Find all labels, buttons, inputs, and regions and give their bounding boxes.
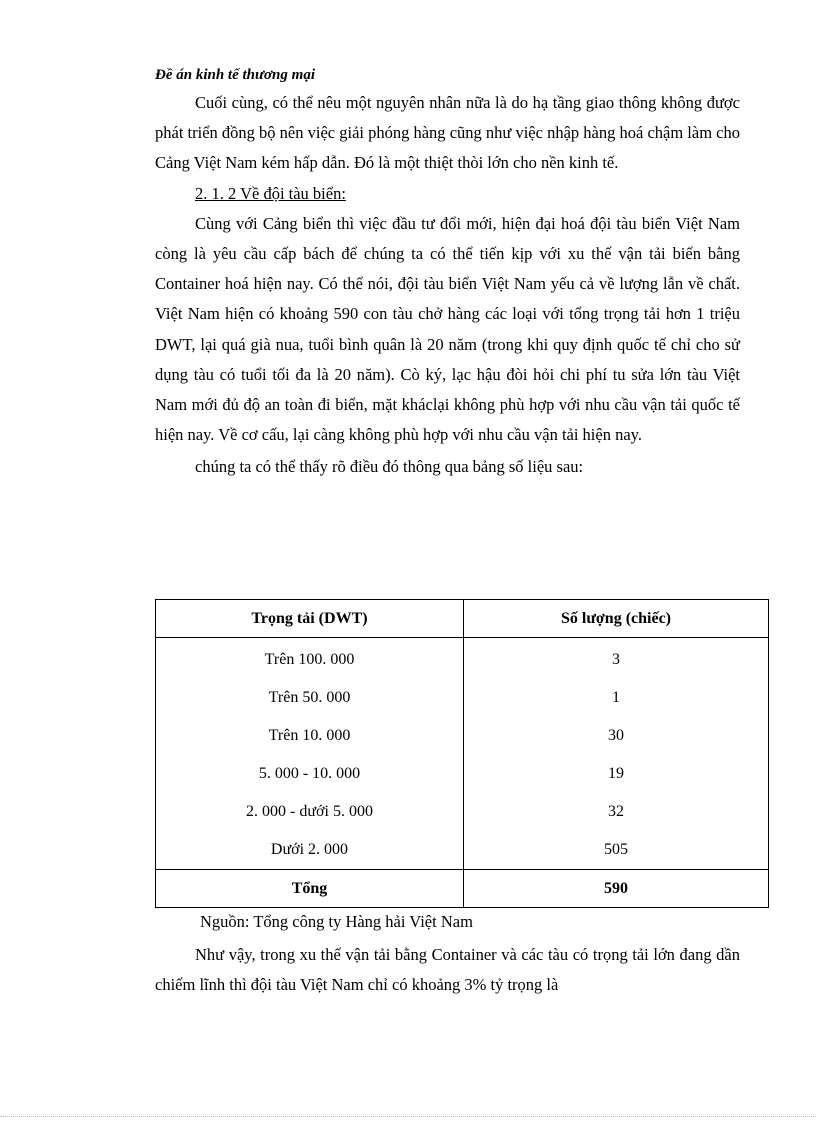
closing-block	[155, 940, 740, 1000]
table-row	[156, 717, 769, 755]
table-row	[156, 638, 769, 680]
fleet-table	[155, 599, 769, 908]
table-row	[156, 755, 769, 793]
table-row	[156, 831, 769, 870]
table-header-row	[156, 600, 769, 638]
cell-quantity: 30	[464, 717, 769, 755]
cell-quantity: 1	[464, 679, 769, 717]
cell-tonnage: 2. 000 - dưới 5. 000	[156, 793, 464, 831]
table-row	[156, 793, 769, 831]
total-label: Tổng	[156, 870, 464, 908]
paragraph-infrastructure: Cuối cùng, có thể nêu một nguyên nhân nữa là do hạ tầng giao thông không được phát triển đồng bộ nên việc giải phóng hàng cũng như việc nhập hàng hoá chậm làm cho Cảng Việt Nam kém hấp dẫn. Đó là một thiệt thòi lớn cho nền kinh tế.	[155, 93, 740, 173]
total-value: 590	[464, 870, 769, 908]
page-header: Đề án kinh tế thương mại	[155, 67, 315, 83]
cell-tonnage: 5. 000 - 10. 000	[156, 755, 464, 793]
table-row	[156, 679, 769, 717]
cell-quantity: 19	[464, 755, 769, 793]
page-bottom-divider	[0, 1116, 816, 1117]
document-page	[155, 62, 740, 482]
cell-tonnage: Dưới 2. 000	[156, 831, 464, 870]
header-tonnage: Trọng tải (DWT)	[156, 600, 464, 638]
cell-tonnage: Trên 100. 000	[156, 638, 464, 680]
cell-quantity: 505	[464, 831, 769, 870]
cell-quantity: 32	[464, 793, 769, 831]
table-total-row	[156, 870, 769, 908]
paragraph-conclusion: Như vậy, trong xu thế vận tải bằng Container và các tàu có trọng tải lớn đang dần chiếm lĩnh thì đội tàu Việt Nam chỉ có khoảng 3% tỷ trọng là	[155, 945, 740, 995]
section-subheading: 2. 1. 2 Về đội tàu biển:	[195, 183, 346, 203]
header-quantity: Số lượng (chiếc)	[464, 600, 769, 638]
cell-quantity: 3	[464, 638, 769, 680]
cell-tonnage: Trên 10. 000	[156, 717, 464, 755]
cell-tonnage: Trên 50. 000	[156, 679, 464, 717]
paragraph-fleet: Cùng với Cảng biển thì việc đầu tư đổi mới, hiện đại hoá đội tàu biển Việt Nam còng là yêu cầu cấp bách để chúng ta có thể tiến kịp với xu thế vận tải biển bằng Container hoá hiện nay. Có thể nói, đội tàu biển Việt Nam yếu cả về lượng lẫn về chất. Việt Nam hiện có khoảng 590 con tàu chở hàng các loại với tổng trọng tải hơn 1 triệu DWT, lại quá già nua, tuổi bình quân là 20 năm (trong khi quy định quốc tế chỉ cho sử dụng tàu có tuổi tối đa là 20 năm). Cò ký, lạc hậu đòi hỏi chi phí tu sửa lớn tàu Việt Nam mới đủ độ an toàn đi biển, mặt kháclại không phù hợp với nhu cầu vận tải quốc tế hiện nay. Về cơ cấu, lại càng không phù hợp với nhu cầu vận tải hiện nay.	[155, 213, 740, 445]
table-intro: chúng ta có thể thấy rõ điều đó thông qua bảng số liệu sau:	[195, 457, 584, 477]
table-source: Nguồn: Tổng công ty Hàng hải Việt Nam	[200, 912, 473, 931]
